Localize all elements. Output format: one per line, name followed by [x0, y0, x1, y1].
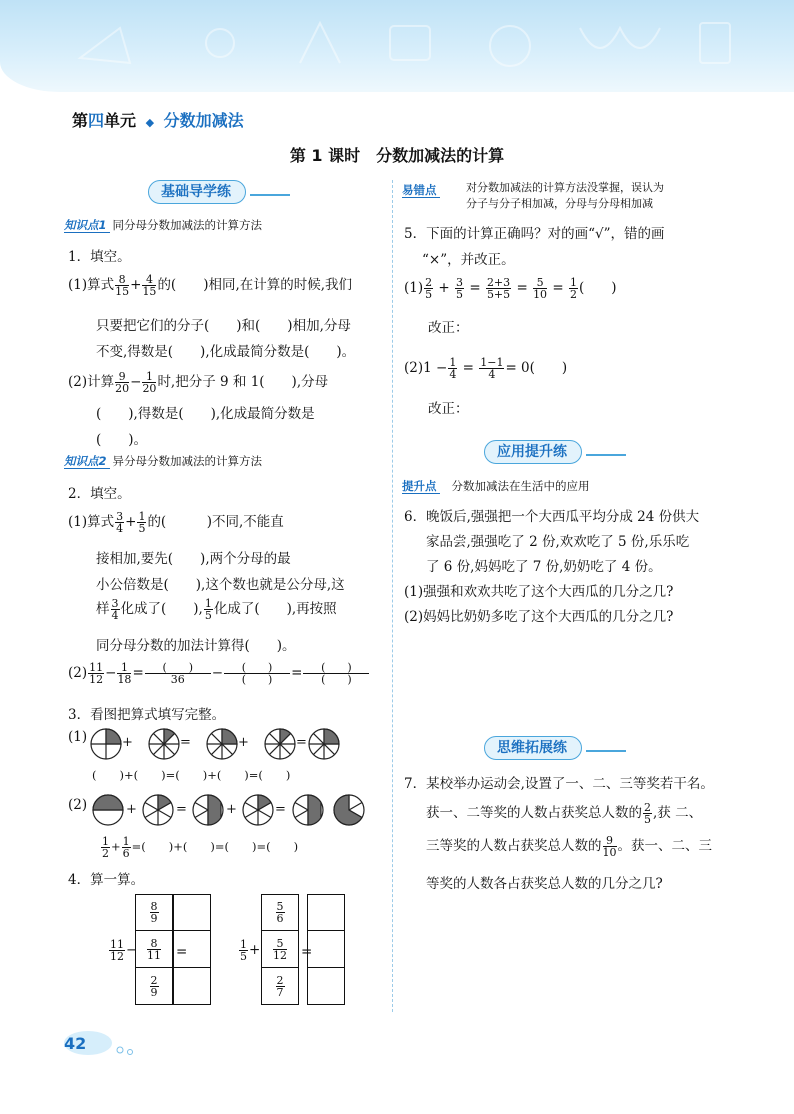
- error-note-line2: 分子与分子相加减，分母与分母相加减: [466, 197, 653, 210]
- q4b-cell: 2 7: [261, 968, 299, 1005]
- lesson-title: 第 1 课时 分数加减法的计算: [289, 146, 505, 165]
- circle-eighths-c: [265, 729, 295, 759]
- fraction: $\frac{3}{4}$: [111, 597, 119, 622]
- equals-sign: =: [275, 802, 286, 817]
- q2-part2: (2) $\frac{11}{12}$ − $\frac{1}{18}$ = ( ) 36 − ( ) ( ) = ( ) ( ): [68, 662, 370, 685]
- q5-part1: (1) $\frac{2}{5}$ + $\frac{3}{5}$ = $\frac{2+3}{5+5}$ = $\frac{5}{10}$ = $\frac{1}{2}$ ( ): [404, 276, 617, 301]
- column-divider: [392, 180, 393, 1012]
- section-apply-underline: [586, 450, 626, 456]
- q1-part1: (1)算式 $\frac{8}{15}$ + $\frac{4}{15}$ 的( )相同,在计算的时候,我们: [68, 273, 353, 298]
- upgrade-text: 分数加减法在生活中的应用: [451, 479, 590, 493]
- q7-line4: 等奖的人数各占获奖总人数的几分之几?: [426, 876, 663, 892]
- q4a-expression: $\frac{11}{12}$ −: [110, 938, 138, 963]
- fraction: $\frac{4}{15}$: [142, 273, 157, 298]
- q4b-expression: $\frac{1}{5}$ +: [240, 938, 261, 963]
- circle-sixths-c: [243, 795, 273, 825]
- kp1-tag: 知识点1: [64, 218, 110, 233]
- fraction: $\frac{1-1}{4}$: [480, 356, 504, 381]
- q4b-column: [261, 894, 299, 1005]
- equals-sign: =: [180, 735, 191, 750]
- q4a-answer-column: [173, 894, 211, 1005]
- equals-sign: =: [176, 944, 188, 960]
- q6-line3: 了 6 份,妈妈吃了 7 份,奶奶吃了 4 份。: [426, 559, 662, 575]
- q7-line3: 三等奖的人数占获奖总人数的 $\frac{9}{10}$ 。获一、二、三: [426, 834, 712, 859]
- fraction: ( ) 36: [145, 662, 211, 685]
- q4b-cell: 5 6: [261, 894, 299, 931]
- section-basic-underline: [250, 190, 290, 196]
- q2-part1-line3: 小公倍数是( ),这个数也就是公分母,这: [96, 577, 345, 593]
- q1-title: 1．填空。: [68, 249, 131, 265]
- q2-part1-line5: 同分母分数的加法计算得( )。: [96, 638, 296, 654]
- error-point: [402, 182, 440, 198]
- q3-title: 3．看图把算式填写完整。: [68, 707, 226, 723]
- fraction: $\frac{9}{20}$: [115, 370, 130, 395]
- q6-part1: (1)强强和欢欢共吃了这个大西瓜的几分之几?: [404, 584, 674, 600]
- equals-sign: =: [176, 802, 187, 817]
- plus-sign: +: [238, 735, 249, 750]
- upgrade-tag: 提升点: [402, 479, 440, 494]
- q4-title: 4．算一算。: [68, 872, 145, 888]
- q2-2-label: (2): [68, 665, 88, 681]
- q3-1-answer-line: ( )+( )=( )+( )=( ): [92, 768, 291, 782]
- section-apply-label: 应用提升练: [484, 440, 582, 464]
- circle-sixths-e: [334, 795, 364, 825]
- answer-box[interactable]: [307, 894, 345, 931]
- q4b-cell: 5 12: [261, 931, 299, 968]
- plus-sign: +: [122, 735, 133, 750]
- knowledge-point-1: [64, 217, 262, 233]
- q2-part1-line4: 样 $\frac{3}{4}$ 化成了( ), $\frac{1}{5}$ 化成了( ),再按照: [96, 597, 337, 622]
- circle-eighths: [149, 729, 179, 759]
- answer-box[interactable]: [173, 894, 211, 931]
- circle-eighths-b: [207, 729, 237, 759]
- fraction: $\frac{1}{5}$: [240, 938, 247, 963]
- knowledge-point-2: [64, 453, 262, 469]
- q5-part2: (2)1 − $\frac{1}{4}$ = $\frac{1-1}{4}$ = 0( ): [404, 356, 568, 381]
- fraction: $\frac{2+3}{5+5}$: [486, 276, 511, 301]
- banner-doodle-illustration: [60, 8, 760, 78]
- fraction: $\frac{1}{5}$: [204, 597, 212, 622]
- fraction: ( ) ( ): [224, 662, 290, 685]
- section-thinking-label: 思维拓展练: [484, 736, 582, 760]
- equals-sign: =: [301, 944, 313, 960]
- fraction: $\frac{11}{12}$: [110, 938, 124, 963]
- fraction: $\frac{9}{10}$: [602, 834, 617, 859]
- answer-box[interactable]: [173, 968, 211, 1005]
- kp2-tag: 知识点2: [64, 454, 110, 469]
- header-banner: [0, 0, 794, 92]
- diamond-icon: ◆: [145, 116, 155, 129]
- fraction: ( ) ( ): [303, 662, 369, 685]
- q2-part1-line2: 接相加,要先( ),两个分母的最: [96, 551, 291, 567]
- section-apply: [484, 440, 626, 464]
- q1-part1-line3: 不变,得数是( ),化成最简分数是( )。: [96, 344, 356, 360]
- q1-part1-line2: 只要把它们的分子( )和( )相加,分母: [96, 318, 351, 334]
- circle-sixths-b: [193, 795, 223, 825]
- section-basic: [148, 180, 290, 204]
- fraction: $\frac{1}{5}$: [138, 510, 146, 535]
- kp1-text: 同分母分数加减法的计算方法: [112, 218, 263, 232]
- fraction: $\frac{2}{5}$: [644, 801, 651, 826]
- plus-sign: +: [226, 802, 237, 817]
- q5-title-line1: 5．下面的计算正确吗？对的画“√”，错的画: [404, 226, 665, 242]
- q4a-cell: 2 9: [135, 968, 173, 1005]
- fraction: $\frac{3}{5}$: [456, 276, 464, 301]
- q1-1-label: (1)算式: [68, 277, 115, 293]
- q3-1-label: (1): [68, 729, 88, 745]
- unit-prefix: 第: [72, 111, 89, 130]
- q6-line2: 家品尝,强强吃了 2 份,欢欢吃了 5 份,乐乐吃: [426, 534, 690, 550]
- error-note-line1: 对分数加减法的计算方法没掌握，误认为: [466, 181, 664, 194]
- q4a-cell: 8 9: [135, 894, 173, 931]
- fraction: $\frac{2}{5}$: [425, 276, 433, 301]
- q5-title-line2: “×”，并改正。: [422, 252, 515, 268]
- fraction: $\frac{3}{4}$: [116, 510, 124, 535]
- unit-suffix: 单元: [104, 111, 137, 130]
- fraction: $\frac{1}{2}$: [102, 835, 109, 860]
- section-thinking-underline: [586, 746, 626, 752]
- q4a-column: [135, 894, 173, 1005]
- q2-1-label: (1)算式: [68, 514, 115, 530]
- q2-title: 2．填空。: [68, 486, 131, 502]
- q7-line1: 7．某校举办运动会,设置了一、二、三等奖若干名。: [404, 776, 714, 792]
- fraction: $\frac{5}{10}$: [533, 276, 548, 301]
- q3-2-label: (2): [68, 797, 88, 813]
- circle-eighths-d: [309, 729, 339, 759]
- circle-halves: [93, 795, 123, 825]
- error-tag: 易错点: [402, 183, 440, 198]
- unit-number: 四: [88, 111, 105, 130]
- q1-part2-line2: ( ),得数是( ),化成最简分数是: [96, 406, 315, 422]
- error-note: [466, 180, 664, 212]
- fraction: $\frac{1}{2}$: [569, 276, 577, 301]
- circle-sixths-d: [293, 795, 323, 825]
- fraction: $\frac{1}{6}$: [122, 835, 130, 860]
- section-basic-label: 基础导学练: [148, 180, 246, 204]
- fraction: $\frac{11}{12}$: [89, 661, 104, 686]
- answer-box[interactable]: [173, 931, 211, 968]
- answer-box[interactable]: [307, 968, 345, 1005]
- q4a-cell: 8 11: [135, 931, 173, 968]
- fraction: $\frac{8}{15}$: [115, 273, 130, 298]
- q2-part1: (1)算式 $\frac{3}{4}$ + $\frac{1}{5}$ 的( )不同,不能直: [68, 510, 284, 535]
- q7-line2: 获一、二等奖的人数占获奖总人数的 $\frac{2}{5}$ ,获 二、: [426, 801, 703, 826]
- q3-2-answer-line: $\frac{1}{2}$ + $\frac{1}{6}$ =( )+( )=( )=( ): [102, 835, 299, 860]
- unit-heading: [72, 108, 244, 131]
- q5-1-correction: 改正：: [428, 320, 469, 336]
- unit-title: 分数加减法: [163, 111, 244, 130]
- answer-box[interactable]: [307, 931, 345, 968]
- q5-2-correction: 改正：: [428, 401, 469, 417]
- fraction: $\frac{1}{18}$: [117, 661, 132, 686]
- q4b-answer-column: [307, 894, 345, 1005]
- kp2-text: 异分母分数加减法的计算方法: [112, 454, 263, 468]
- q1-part2-line3: ( )。: [96, 432, 148, 448]
- circle-sixths: [143, 795, 173, 825]
- plus-sign: +: [126, 802, 137, 817]
- q6-part2: (2)妈妈比奶奶多吃了这个大西瓜的几分之几?: [404, 609, 674, 625]
- q6-line1: 6．晚饭后,强强把一个大西瓜平均分成 24 份供大: [404, 509, 700, 525]
- fraction: $\frac{1}{20}$: [142, 370, 157, 395]
- equals-sign: =: [296, 735, 307, 750]
- q1-2-label: (2)计算: [68, 374, 115, 390]
- fraction: $\frac{1}{4}$: [449, 356, 457, 381]
- section-thinking: [484, 736, 626, 760]
- circle-quarters: [91, 729, 121, 759]
- upgrade-point: [402, 478, 590, 494]
- page-number: 42: [64, 1034, 87, 1053]
- q1-part2: (2)计算 $\frac{9}{20}$ − $\frac{1}{20}$ 时,把分子 9 和 1( ),分母: [68, 370, 329, 395]
